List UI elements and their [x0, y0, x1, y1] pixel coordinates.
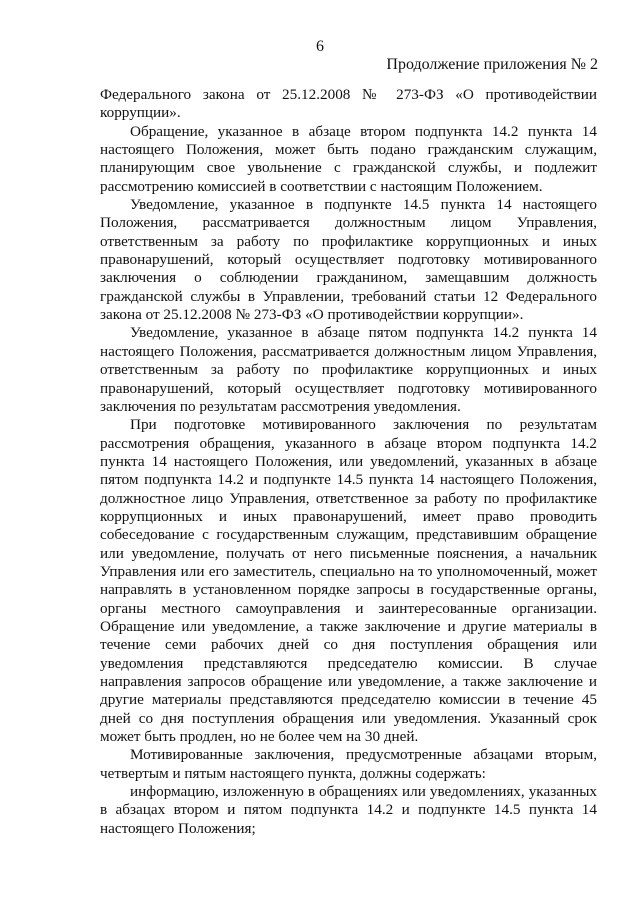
paragraph-notification-14-2: Уведомление, указанное в абзаце пятом подпункта 14.2 пункта 14 настоящего Положения, рассматривается должностным лицом Управления, ответственным за работу по профилактике коррупционных и иных правонарушений, который осуществляет подготовку мотивированного заключения по результатам рассмотрения уведомления.	[100, 324, 597, 415]
paragraph-information: информацию, изложенную в обращениях или уведомлениях, указанных в абзацах втором и пятом подпункта 14.2 и подпункте 14.5 пункта 14 настоящего Положения;	[100, 783, 597, 837]
paragraph-appeal: Обращение, указанное в абзаце втором подпункта 14.2 пункта 14 настоящего Положения, может быть подано гражданским служащим, планирующим свое увольнение с гражданской службы, и подлежит рассмотрению комиссией в соответствии с настоящим Положением.	[100, 122, 597, 195]
document-body	[100, 86, 597, 838]
paragraph-preparation: При подготовке мотивированного заключения по результатам рассмотрения обращения, указанного в абзаце втором подпункта 14.2 пункта 14 настоящего Положения, или уведомлений, указанных в абзаце пятом подпункта 14.2 и подпункте 14.5 пункта 14 настоящего Положения, должностное лицо Управления, ответственное за работу по профилактике коррупционных и иных правонарушений, имеет право проводить собеседование с государственным служащим, представившим обращение или уведомление, получать от него письменные пояснения, а начальник Управления или его заместитель, специально на то уполномоченный, может направлять в установленном порядке запросы в государственные органы, органы местного самоуправления и заинтересованные организации. Обращение или уведомление, а также заключение и другие материалы в течение семи рабочих дней со дня поступления обращения или уведомления представляются председателю комиссии. В случае направления запросов обращение или уведомление, а также заключение и другие материалы представляются председателю комиссии в течение 45 дней со дня поступления обращения или уведомления. Указанный срок может быть продлен, но не более чем на 30 дней.	[100, 416, 597, 746]
running-header: Продолжение приложения № 2	[386, 56, 598, 73]
paragraph-notification-14-5: Уведомление, указанное в подпункте 14.5 пункта 14 настоящего Положения, рассматривается должностным лицом Управления, ответственным за работу по профилактике коррупционных и иных правонарушений, который осуществляет подготовку мотивированного заключения о соблюдении гражданином, замещавшим должность гражданской службы в Управлении, требований статьи 12 Федерального закона от 25.12.2008 № 273-ФЗ «О противодействии коррупции».	[100, 196, 597, 324]
paragraph-law-reference: Федерального закона от 25.12.2008 № 273-ФЗ «О противодействии коррупции».	[100, 86, 597, 122]
page-number: 6	[316, 38, 324, 55]
paragraph-conclusions: Мотивированные заключения, предусмотренные абзацами вторым, четвертым и пятым настоящего пункта, должны содержать:	[100, 746, 597, 782]
